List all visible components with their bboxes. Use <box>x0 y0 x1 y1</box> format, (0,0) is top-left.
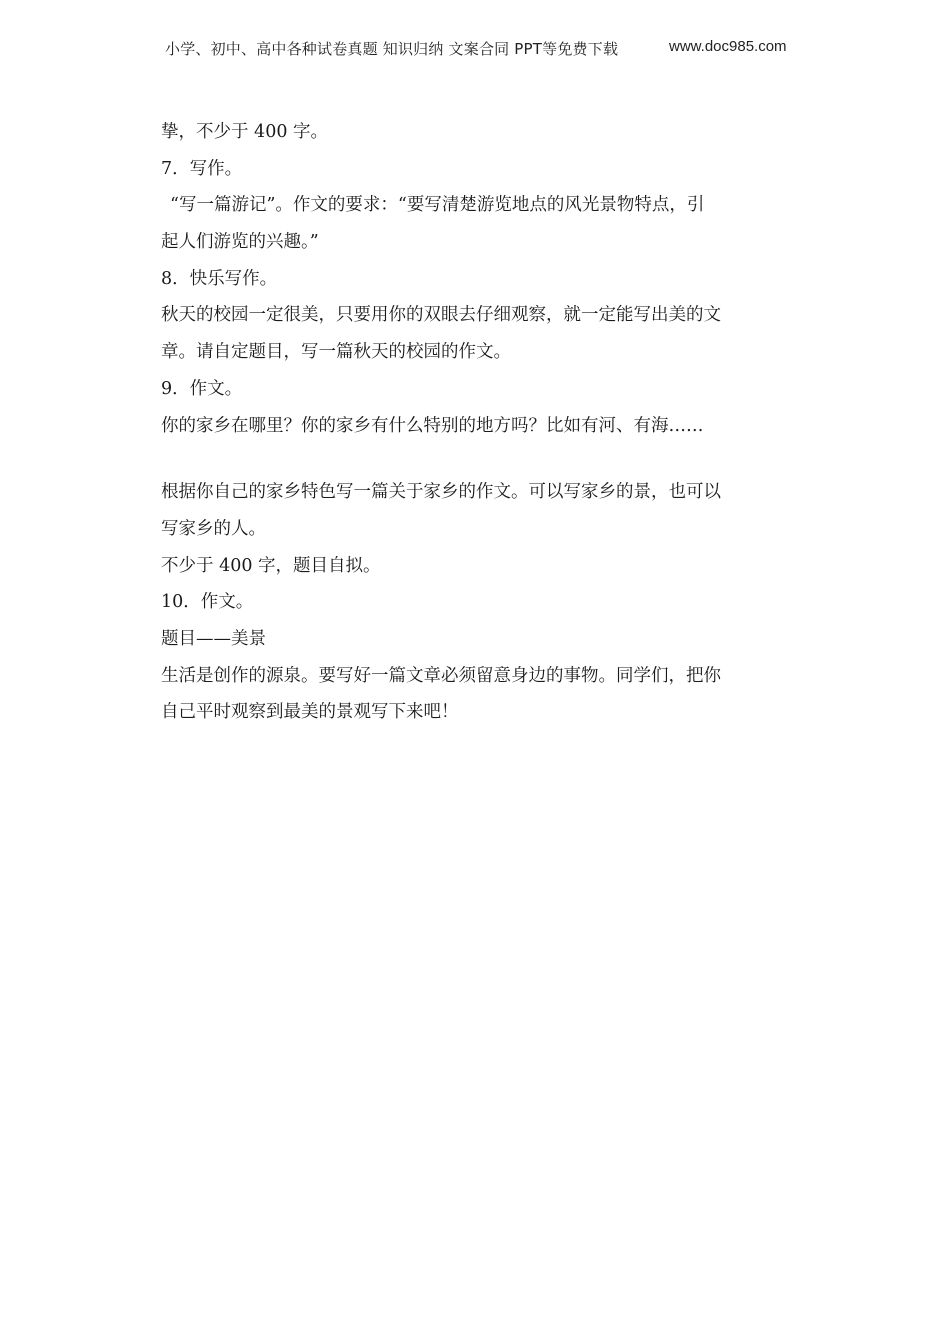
document-body <box>161 114 793 731</box>
header-promo-text: 小学、初中、高中各种试卷真题 知识归纳 文案合同 PPT等免费下载 <box>165 40 619 58</box>
page-header <box>0 38 950 64</box>
question-8-heading: 8．快乐写作。 <box>161 268 278 289</box>
essay-title: 题目——美景 <box>161 628 266 649</box>
paragraph-line: “写一篇游记”。作文的要求：“要写清楚游览地点的风光景物特点，引 <box>170 195 705 216</box>
paragraph-line: 生活是创作的源泉。要写好一篇文章必须留意身边的事物。同学们，把你 <box>161 665 721 686</box>
paragraph-line: 你的家乡在哪里？你的家乡有什么特别的地方吗？比如有河、有海…… <box>161 415 704 436</box>
paragraph-gap <box>161 444 793 474</box>
paragraph-line: 秋天的校园一定很美，只要用你的双眼去仔细观察，就一定能写出美的文 <box>161 305 721 326</box>
paragraph-line: 挚，不少于 400 字。 <box>161 122 329 142</box>
paragraph-line: 写家乡的人。 <box>161 518 266 539</box>
question-9-heading: 9．作文。 <box>161 378 243 399</box>
question-10-heading: 10．作文。 <box>161 592 254 613</box>
paragraph-line: 自己平时观察到最美的景观写下来吧！ <box>161 702 459 723</box>
paragraph-line: 不少于 400 字，题目自拟。 <box>161 555 381 576</box>
header-site-url: www.doc985.com <box>669 38 787 55</box>
paragraph-line: 根据你自己的家乡特色写一篇关于家乡的作文。可以写家乡的景，也可以 <box>161 482 721 503</box>
paragraph-line: 起人们游览的兴趣。” <box>161 232 319 253</box>
question-7-heading: 7．写作。 <box>161 158 243 179</box>
paragraph-line: 章。请自定题目，写一篇秋天的校园的作文。 <box>161 342 511 363</box>
